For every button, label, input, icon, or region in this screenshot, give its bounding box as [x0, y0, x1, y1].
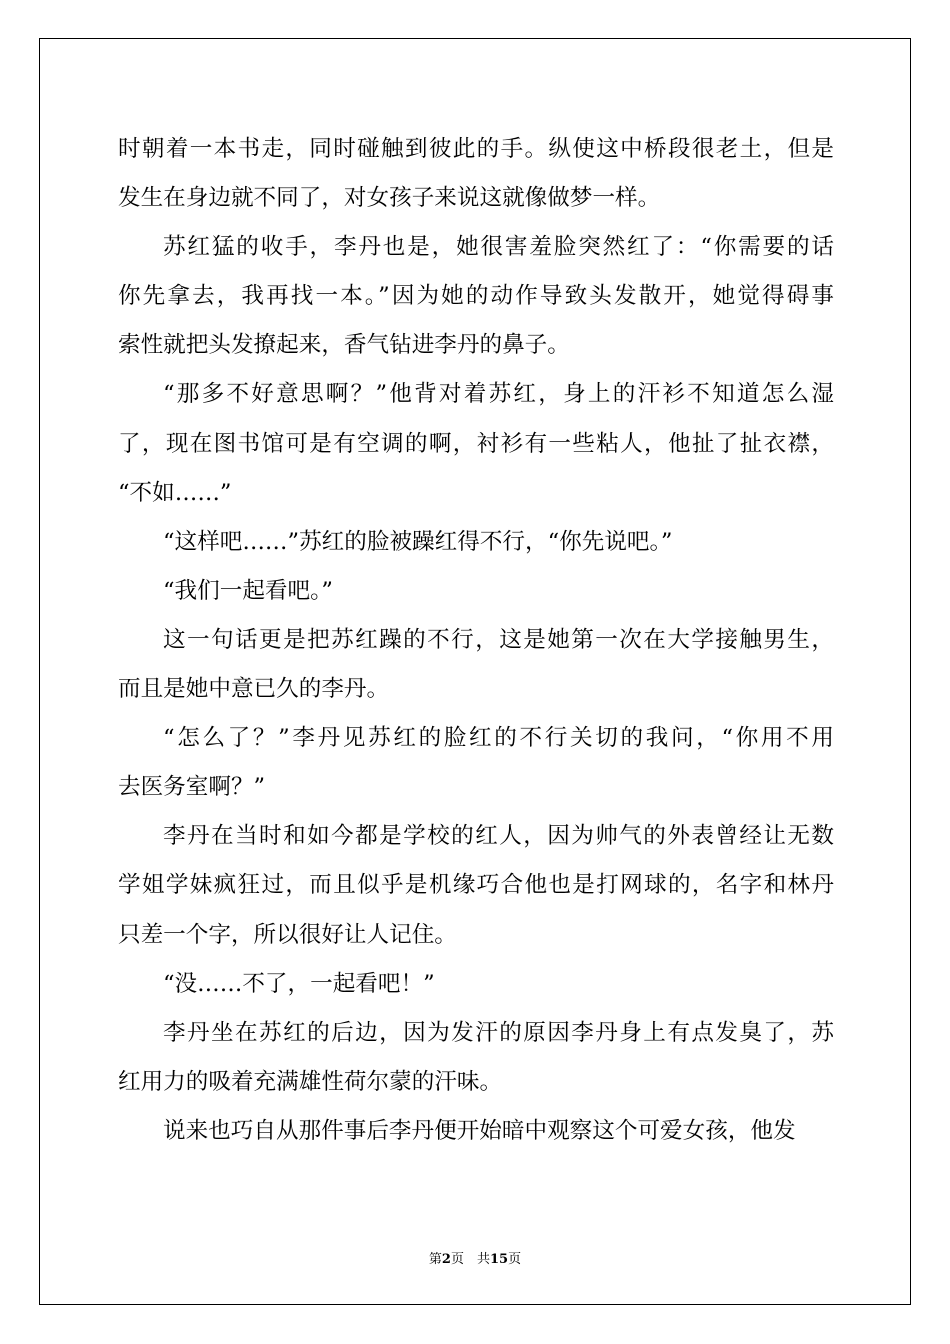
- text-line: 苏红猛的收手，李丹也是，她很害羞脸突然红了：“你需要的话: [163, 234, 834, 261]
- text-line: 你先拿去，我再找一本。”因为她的动作导致头发散开，她觉得碍事: [118, 283, 834, 310]
- paragraph: [118, 1107, 834, 1156]
- paragraph: [118, 125, 834, 223]
- text-line: “没……不了，一起看吧！”: [163, 970, 435, 997]
- paragraph: [118, 567, 834, 616]
- text-line: “这样吧……”苏红的脸被躁红得不行，“你先说吧。”: [163, 528, 673, 555]
- text-line: “我们一起看吧。”: [163, 577, 333, 604]
- text-line: “怎么了？”李丹见苏红的脸红的不行关切的我问，“你用不用: [163, 725, 834, 752]
- page-footer: [0, 1248, 950, 1267]
- footer-mid: 页 共: [450, 1252, 490, 1267]
- paragraph: [118, 223, 834, 370]
- text-line: 只差一个字，所以很好让人记住。: [118, 921, 457, 948]
- text-line: 了，现在图书馆可是有空调的啊，衬衫有一些粘人，他扯了扯衣襟，: [118, 430, 834, 457]
- text-line: 索性就把头发撩起来，香气钻进李丹的鼻子。: [118, 332, 570, 359]
- text-line: 李丹在当时和如今都是学校的红人，因为帅气的外表曾经让无数: [163, 823, 834, 850]
- paragraph: [118, 518, 834, 567]
- text-line: 时朝着一本书走，同时碰触到彼此的手。纵使这中桥段很老土，但是: [118, 136, 834, 162]
- total-page-count: 15: [489, 1252, 509, 1267]
- text-line: 红用力的吸着充满雄性荷尔蒙的汗味。: [118, 1068, 503, 1095]
- text-line: 学姐学妹疯狂过，而且似乎是机缘巧合他也是打网球的，名字和林丹: [118, 872, 834, 899]
- text-line: 去医务室啊？”: [118, 774, 266, 801]
- footer-suffix: 页: [508, 1252, 522, 1267]
- paragraph: [118, 1009, 834, 1107]
- footer-prefix: 第: [428, 1252, 442, 1267]
- paragraph: [118, 812, 834, 959]
- paragraph: [118, 616, 834, 714]
- text-line: 这一句话更是把苏红躁的不行，这是她第一次在大学接触男生，: [163, 626, 834, 653]
- text-line: 发生在身边就不同了，对女孩子来说这就像做梦一样。: [118, 185, 661, 212]
- text-line: 而且是她中意已久的李丹。: [118, 676, 390, 703]
- document-body: [118, 125, 834, 1156]
- text-line: “不如……”: [118, 479, 232, 506]
- current-page-number: 2: [441, 1252, 451, 1267]
- paragraph: [118, 714, 834, 812]
- text-line: 李丹坐在苏红的后边，因为发汗的原因李丹身上有点发臭了，苏: [163, 1019, 834, 1046]
- text-line: “那多不好意思啊？”他背对着苏红，身上的汗衫不知道怎么湿: [163, 381, 834, 408]
- text-line: 说来也巧自从那件事后李丹便开始暗中观察这个可爱女孩，他发: [163, 1117, 796, 1144]
- paragraph: [118, 370, 834, 517]
- paragraph: [118, 960, 834, 1009]
